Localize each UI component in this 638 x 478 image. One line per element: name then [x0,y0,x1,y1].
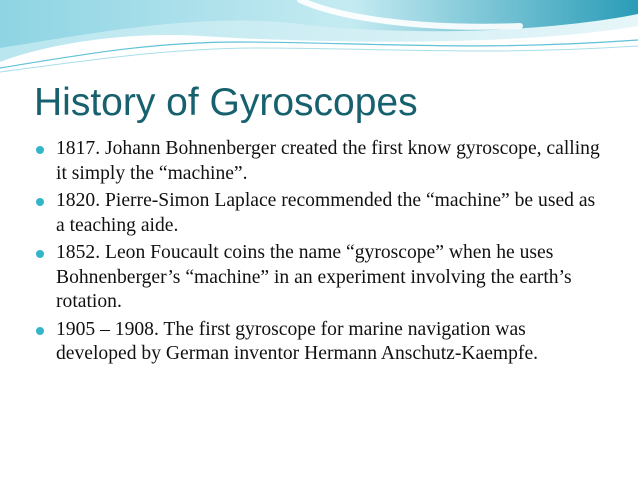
bullet-dot-icon [36,146,44,154]
bullet-text: 1817. Johann Bohnenberger created the first know gyroscope, calling it simply the “machine”. [56,138,600,184]
header-wave-line [0,46,638,72]
bullet-item [34,318,604,367]
bullet-text: 1905 – 1908. The first gyroscope for marine navigation was developed by German inventor Hermann Anschutz-Kaempfe. [56,318,539,364]
slide-title: History of Gyroscopes [34,81,418,124]
bullet-text: 1820. Pierre-Simon Laplace recommended the “machine” be used as a teaching aide. [56,190,596,236]
bullet-dot-icon [36,327,44,335]
bullet-item [34,189,604,238]
bullet-list [34,137,604,370]
header-wave-decoration [0,0,638,80]
bullet-item [34,137,604,186]
bullet-dot-icon [36,250,44,258]
bullet-dot-icon [36,198,44,206]
bullet-item [34,241,604,315]
bullet-text: 1852. Leon Foucault coins the name “gyroscope” when he uses Bohnenberger’s “machine” in an experiment involving the earth’s rotation. [56,242,572,312]
header-wave-line [0,40,638,68]
